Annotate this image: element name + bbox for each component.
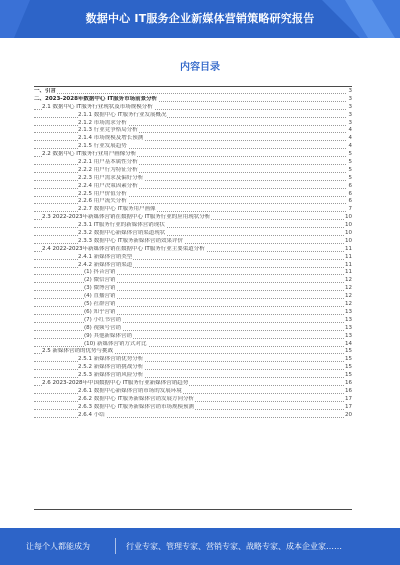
toc-entry[interactable] — [34, 127, 352, 135]
toc-entry-page: 15 — [345, 348, 352, 355]
toc-entry-title: (8) 视频号营销 — [84, 324, 122, 331]
toc-entry[interactable] — [34, 412, 352, 420]
toc-entry[interactable] — [34, 262, 352, 270]
toc-entry-title: (4) 直播营销 — [84, 293, 116, 300]
toc-entry-page: 12 — [345, 293, 352, 300]
report-title: 数据中心 IT服务企业新媒体营销策略研究报告 — [85, 12, 315, 25]
toc-entry[interactable] — [34, 396, 352, 404]
toc-entry-page: 6 — [348, 190, 352, 197]
toc-entry-page: 16 — [345, 379, 352, 386]
toc-entry[interactable] — [34, 191, 352, 199]
footer-tagline: 行业专家、管理专家、营销专家、战略专家、成本企业家…… — [126, 542, 342, 551]
toc-entry-title: 2.4.2 新媒体营销渠道 — [78, 261, 133, 268]
toc-entry[interactable] — [34, 96, 352, 104]
toc-leader-dots — [34, 298, 346, 299]
toc-entry-title: (6) 知乎营销 — [84, 308, 116, 315]
toc-entry-title: 2.6.2 数据中心 IT服务新媒体营销发展方向分析 — [78, 395, 194, 402]
toc-entry[interactable] — [34, 104, 352, 112]
toc-entry-page: 7 — [348, 206, 352, 213]
toc-entry-page: 3 — [348, 119, 352, 126]
toc-entry-page: 16 — [345, 387, 352, 394]
toc-entry-page: 13 — [345, 332, 352, 339]
toc-entry[interactable] — [34, 388, 352, 396]
toc-entry-title: 2.1.1 数据中心 IT服务行业发展概况 — [78, 111, 167, 118]
toc-entry-page: 5 — [348, 174, 352, 181]
toc-entry[interactable] — [34, 198, 352, 206]
toc-entry-title: 2.2.5 用户价值分析 — [78, 190, 127, 197]
footer-divider — [115, 538, 116, 554]
toc-leader-dots — [34, 306, 346, 307]
toc-entry[interactable] — [34, 301, 352, 309]
footer-slogan: 让每个人都能成为 — [26, 542, 90, 551]
toc-entry-page: 10 — [345, 237, 352, 244]
toc-entry-page: 5 — [348, 151, 352, 158]
toc-entry-page: 10 — [345, 222, 352, 229]
toc-entry-page: 17 — [345, 403, 352, 410]
toc-entry-page: 11 — [345, 261, 352, 268]
toc-entry-title: 2.1.4 市场规模及增长预测 — [78, 135, 144, 142]
toc-entry-page: 6 — [348, 198, 352, 205]
toc-entry[interactable] — [34, 269, 352, 277]
toc-leader-dots — [34, 282, 346, 283]
toc-entry[interactable] — [34, 404, 352, 412]
toc-entry-title: 2.5 新媒体营销的优势与挑战 — [42, 348, 113, 355]
toc-entry-title: 2.1.5 行业发展趋势 — [78, 143, 127, 150]
toc-entry-title: 2.4.1 新媒体营销类型 — [78, 253, 133, 260]
toc-entry-title: (5) 社群营销 — [84, 301, 116, 308]
toc-entry-title: 2.6.1 数据中心新媒体营销市场的发展环境 — [78, 387, 182, 394]
toc-entry-title: 二、2023-2028年数据中心 IT服务市场前景分析 — [34, 95, 158, 102]
toc-entry-page: 10 — [345, 214, 352, 221]
toc-entry-title: 2.6.3 数据中心 IT服务新媒体营销市场规模预测 — [78, 403, 194, 410]
toc-heading: 内容目录 — [180, 62, 220, 73]
toc-entry-title: 2.6 2023-2028年中国数据中心 IT服务行业新媒体营销趋势 — [42, 379, 189, 386]
toc-entry-title: 2.2.4 用户决策因素分析 — [78, 182, 138, 189]
toc-entry-page: 14 — [345, 340, 352, 347]
toc-entry[interactable] — [34, 222, 352, 230]
toc-entry-page: 15 — [345, 372, 352, 379]
toc-entry[interactable] — [34, 175, 352, 183]
toc-leader-dots — [34, 290, 346, 291]
toc-entry-page: 12 — [345, 285, 352, 292]
toc-top-rule — [34, 86, 352, 87]
toc-entry[interactable] — [34, 159, 352, 167]
toc-entry-page: 11 — [345, 269, 352, 276]
toc-entry[interactable] — [34, 151, 352, 159]
toc-entry-title: 2.3.1 IT服务行业的新媒体营销现状 — [78, 222, 165, 229]
toc-entry-title: 2.5.2 新媒体营销挑战分析 — [78, 364, 144, 371]
toc-entry[interactable] — [34, 120, 352, 128]
toc-entry-page: 13 — [345, 324, 352, 331]
toc-entry-title: 2.3 2022-2023年新媒体营销在数据中心 IT服务行业的应用现状分析 — [42, 214, 211, 221]
toc-entry-page: 3 — [348, 95, 352, 102]
toc-entry[interactable] — [34, 206, 352, 214]
toc-entry-title: 2.2.2 用户行为特征分析 — [78, 166, 138, 173]
toc-entry[interactable] — [34, 167, 352, 175]
toc-entry-title: 2.1 数据中心 IT服务行业现状及市场规模分析 — [42, 103, 153, 110]
toc-entry[interactable] — [34, 372, 352, 380]
toc-entry-page: 3 — [348, 103, 352, 110]
toc-leader-dots — [34, 274, 346, 275]
page-footer — [0, 528, 400, 565]
page-header — [0, 0, 400, 38]
toc-entry-page: 4 — [348, 143, 352, 150]
toc-entry[interactable] — [34, 356, 352, 364]
toc-entry[interactable] — [34, 285, 352, 293]
toc-entry-page: 20 — [345, 411, 352, 418]
toc-entry[interactable] — [34, 325, 352, 333]
toc-leader-dots — [34, 93, 346, 94]
toc-leader-dots — [34, 330, 346, 331]
toc-entry[interactable] — [34, 183, 352, 191]
toc-entry-page: 5 — [348, 166, 352, 173]
toc-entry[interactable] — [34, 380, 352, 388]
toc-entry-title: 2.5.1 新媒体营销优势分析 — [78, 356, 144, 363]
toc-entry[interactable] — [34, 88, 352, 96]
toc-entry-title: 2.1.2 市场需求分析 — [78, 119, 127, 126]
toc-leader-dots — [34, 338, 346, 339]
toc-entry-title: (1) 抖音营销 — [84, 269, 116, 276]
toc-entry[interactable] — [34, 277, 352, 285]
toc-entry-title: 2.3.2 数据中心新媒体营销渠道现状 — [78, 230, 166, 237]
toc-entry-page: 10 — [345, 230, 352, 237]
toc-entry-title: 2.6.4 小结 — [78, 411, 105, 418]
toc-entry-title: 2.4 2022-2023年新媒体营销在数据中心 IT服务行业主要渠道分析 — [42, 245, 205, 252]
toc-entry-title: (3) 微博营销 — [84, 285, 116, 292]
toc-entry[interactable] — [34, 348, 352, 356]
toc-entry-title: 2.2.7 数据中心 IT服务用户画像 — [78, 206, 156, 213]
toc-entry-title: 2.5.3 新媒体营销风险分析 — [78, 372, 144, 379]
toc-leader-dots — [34, 346, 346, 347]
toc-entry-title: 2.1.3 行业竞争格局分析 — [78, 127, 138, 134]
toc-entry-title: (9) 其他新媒体营销 — [84, 332, 133, 339]
toc-entry[interactable] — [34, 309, 352, 317]
toc-leader-dots — [34, 314, 346, 315]
toc-entry-title: 2.2.1 用户基本属性分析 — [78, 159, 138, 166]
toc-entry-title: (10) 新媒体营销方式对比 — [84, 340, 147, 347]
toc-entry-title: 2.2 数据中心 IT服务行业用户画像分析 — [42, 151, 137, 158]
toc-entry-title: 2.2.6 用户流失分析 — [78, 198, 127, 205]
toc-entry-page: 6 — [348, 182, 352, 189]
toc-entry-page: 12 — [345, 277, 352, 284]
toc-entry-page: 3 — [348, 111, 352, 118]
toc-entry-page: 17 — [345, 395, 352, 402]
toc-entry-title: 一、引言 — [34, 88, 57, 94]
toc-bottom-rule — [34, 509, 352, 510]
toc-entry-page: 5 — [348, 159, 352, 166]
toc-entry-page: 15 — [345, 356, 352, 363]
toc-entry-title: (2) 微信营销 — [84, 277, 116, 284]
toc-entry[interactable] — [34, 317, 352, 325]
toc-entry-title: 2.3.3 数据中心 IT服务新媒体营销效果评价 — [78, 237, 183, 244]
toc-entry-title: 2.2.3 用户需求及偏好分析 — [78, 174, 144, 181]
toc-entry[interactable] — [34, 341, 352, 349]
table-of-contents — [34, 88, 352, 419]
toc-entry[interactable] — [34, 254, 352, 262]
toc-entry-title: (7) 小红书营销 — [84, 316, 122, 323]
toc-entry[interactable] — [34, 364, 352, 372]
toc-entry-page: 13 — [345, 316, 352, 323]
toc-entry[interactable] — [34, 214, 352, 222]
toc-entry-page: 11 — [345, 245, 352, 252]
toc-leader-dots — [34, 322, 346, 323]
toc-entry-page: 13 — [345, 308, 352, 315]
toc-entry[interactable] — [34, 238, 352, 246]
toc-entry-page: 15 — [345, 364, 352, 371]
toc-entry[interactable] — [34, 293, 352, 301]
toc-entry[interactable] — [34, 230, 352, 238]
toc-entry-page: 12 — [345, 301, 352, 308]
toc-entry-page: 4 — [348, 135, 352, 142]
toc-entry-page: 11 — [345, 253, 352, 260]
toc-entry[interactable] — [34, 246, 352, 254]
toc-entry[interactable] — [34, 143, 352, 151]
toc-entry[interactable] — [34, 333, 352, 341]
toc-entry[interactable] — [34, 135, 352, 143]
toc-entry-page: 4 — [348, 127, 352, 134]
toc-entry[interactable] — [34, 112, 352, 120]
toc-entry-page: 3 — [348, 88, 352, 94]
